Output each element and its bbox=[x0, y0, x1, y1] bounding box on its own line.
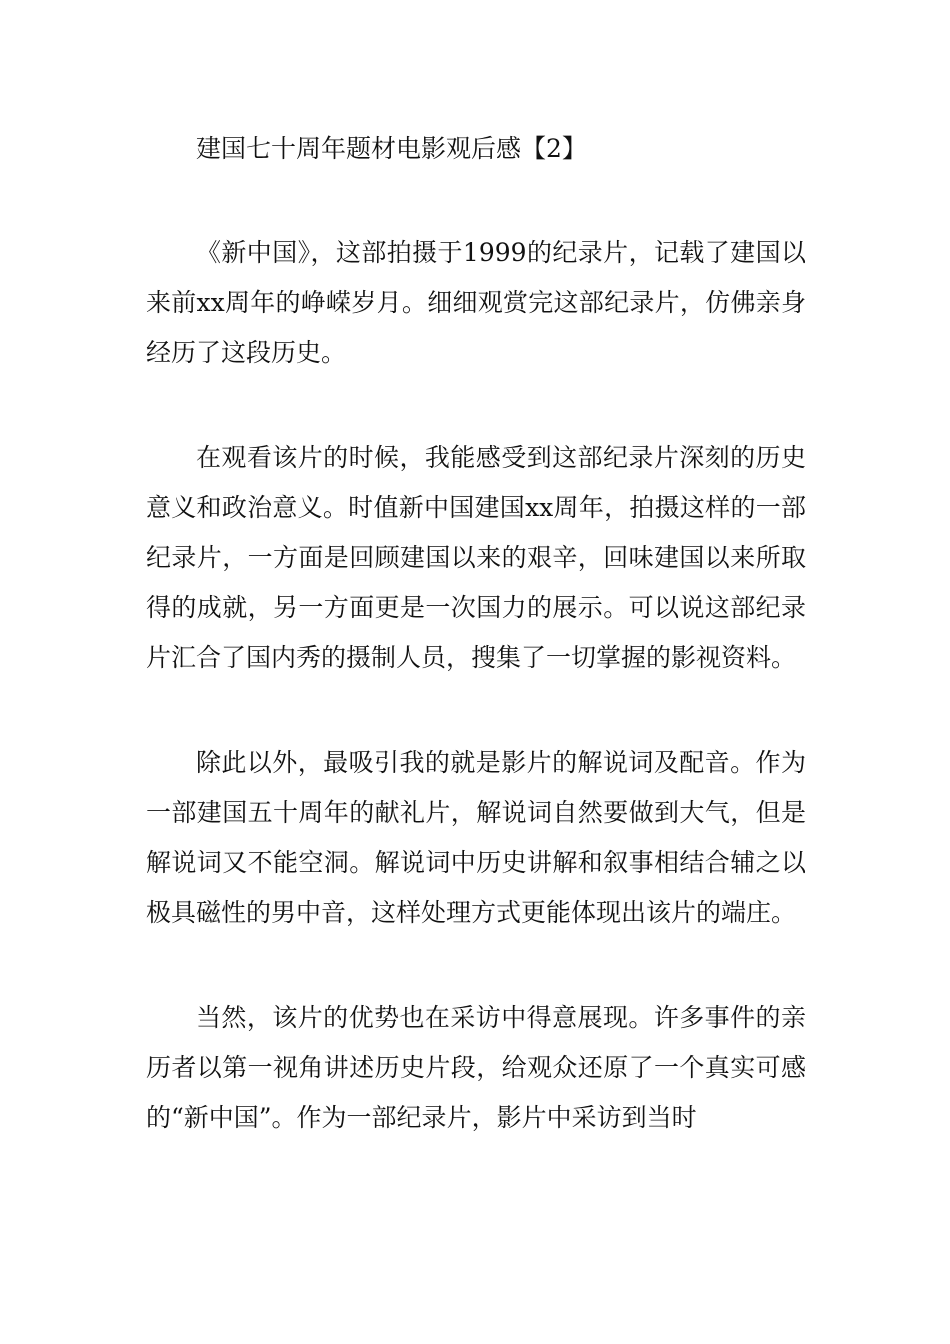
document-body bbox=[146, 124, 806, 1143]
document-title: 建国七十周年题材电影观后感【2】 bbox=[196, 134, 587, 163]
spacer bbox=[146, 174, 806, 228]
paragraph-4: 当然，该片的优势也在采访中得意展现。许多事件的亲历者以第一视角讲述历史片段，给观众还原了一个真实可感的“新中国”。作为一部纪录片，影片中采访到当时 bbox=[146, 1003, 806, 1132]
spacer bbox=[146, 938, 806, 993]
spacer bbox=[146, 683, 806, 738]
paragraph-1: 《新中国》，这部拍摄于1999的纪录片，记载了建国以来前xx周年的峥嵘岁月。细细观赏完这部纪录片，仿佛亲身经历了这段历史。 bbox=[146, 238, 806, 367]
paragraph-2: 在观看该片的时候，我能感受到这部纪录片深刻的历史意义和政治意义。时值新中国建国xx周年，拍摄这样的一部纪录片，一方面是回顾建国以来的艰辛，回味建国以来所取得的成就，另一方面更是一次国力的展示。可以说这部纪录片汇合了国内秀的摄制人员，搜集了一切掌握的影视资料。 bbox=[146, 443, 806, 672]
paragraph-3: 除此以外，最吸引我的就是影片的解说词及配音。作为一部建国五十周年的献礼片，解说词自然要做到大气，但是解说词又不能空洞。解说词中历史讲解和叙事相结合辅之以极具磁性的男中音，这样处理方式更能体现出该片的端庄。 bbox=[146, 748, 806, 927]
spacer bbox=[146, 378, 806, 433]
